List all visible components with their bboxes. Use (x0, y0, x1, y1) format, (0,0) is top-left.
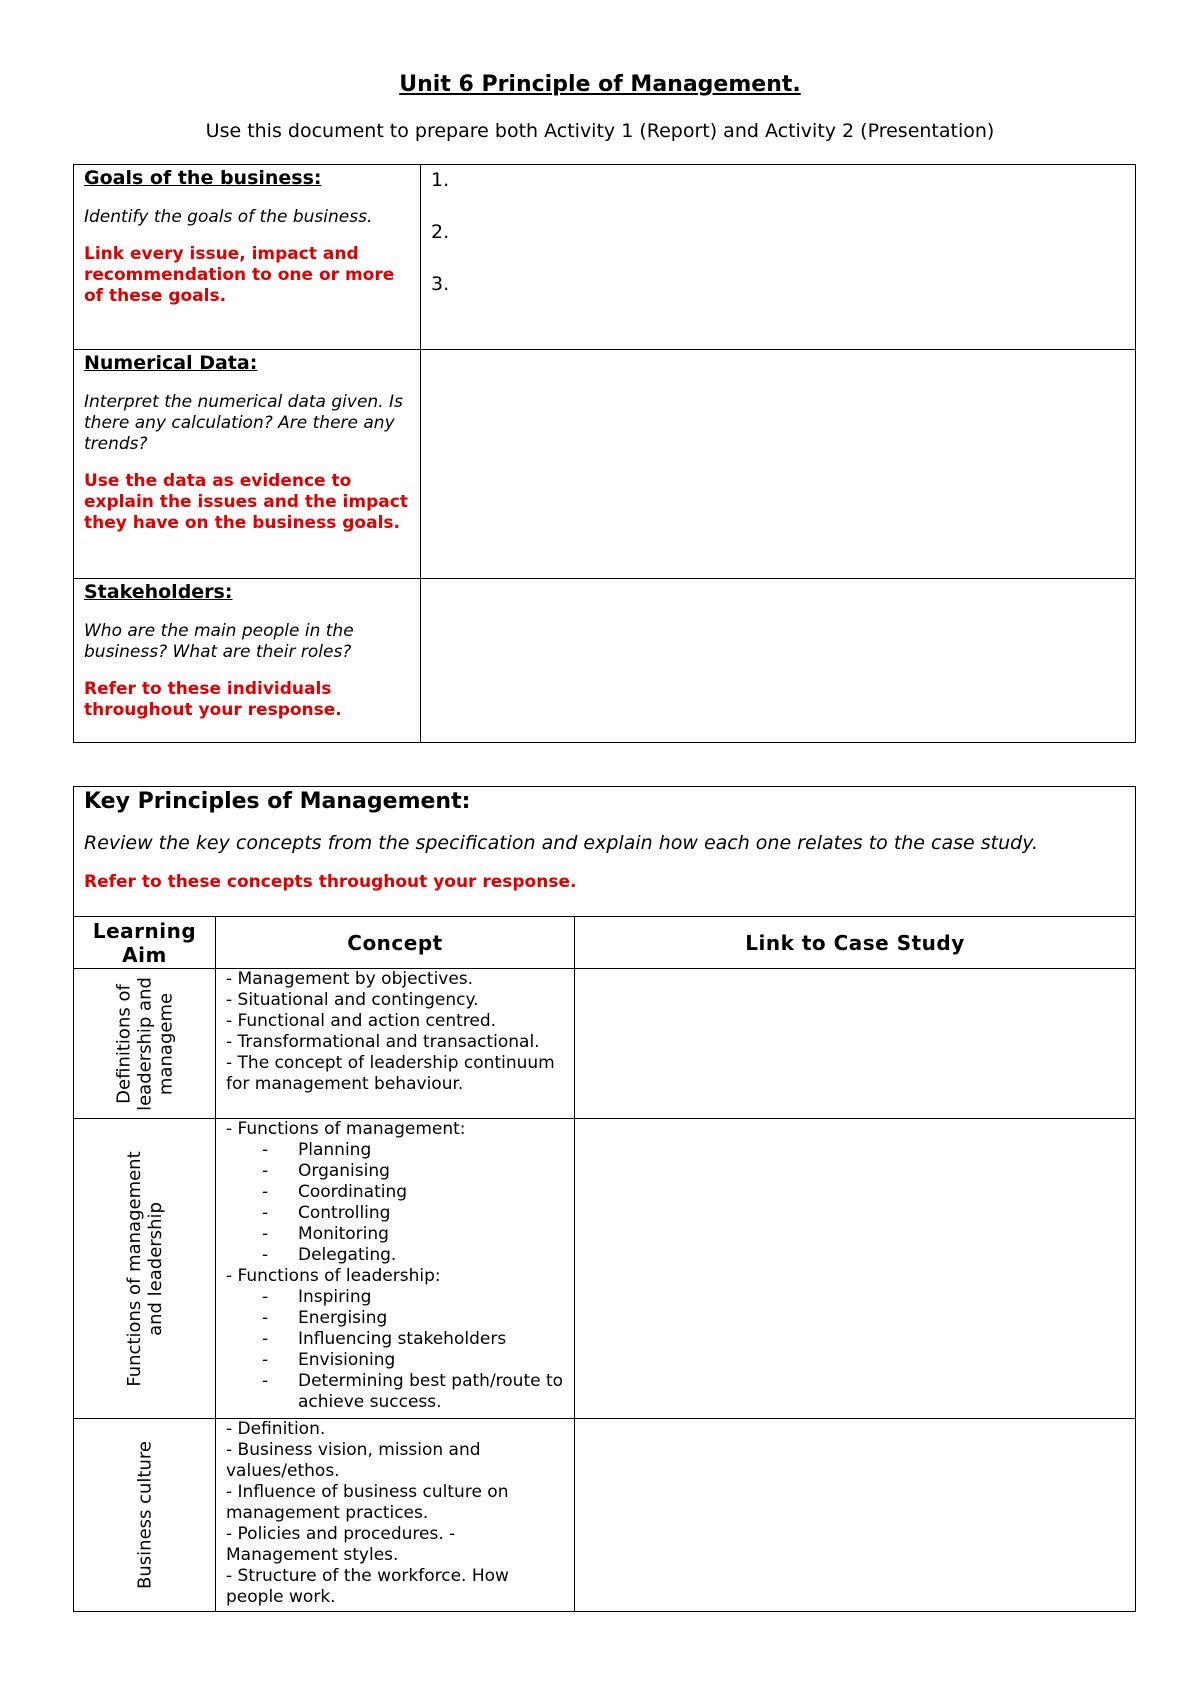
list-item: - Planning (262, 1140, 372, 1160)
concept-line: - Functional and action centred. (226, 1011, 497, 1031)
table-row (74, 969, 1136, 1119)
column-header-row (74, 917, 1136, 969)
list-item: - Delegating. (262, 1245, 397, 1265)
concept-line: - Influence of business culture on management practices. (226, 1482, 509, 1523)
concept-cell (216, 1119, 575, 1419)
key-principles-table (73, 786, 1136, 1612)
concept-line: - Functions of leadership: (226, 1266, 441, 1286)
goals-row (74, 165, 1136, 350)
column-header-link-to-case-study: Link to Case Study (575, 917, 1136, 969)
table-row (74, 1119, 1136, 1419)
goals-heading: Goals of the business: (84, 167, 322, 189)
table-row (74, 1419, 1136, 1612)
list-item: - Determining best path/route to achieve success. (262, 1371, 564, 1412)
concept-line: - Business vision, mission and values/ethos. (226, 1440, 481, 1481)
link-to-case-study-cell[interactable] (575, 969, 1136, 1119)
concept-line: - Management by objectives. (226, 969, 474, 989)
numerical-data-heading: Numerical Data: (84, 352, 258, 374)
learning-aim-label: Business culture (134, 1441, 155, 1589)
list-item: - Energising (262, 1308, 388, 1328)
goal-number-1: 1. (431, 169, 450, 191)
goal-number-3: 3. (431, 273, 450, 295)
list-item: - Inspiring (262, 1287, 372, 1307)
concept-line: - Structure of the workforce. How people work. (226, 1566, 509, 1607)
key-principles-header-row (74, 787, 1136, 917)
numerical-data-cell (74, 350, 421, 579)
document-subtitle: Use this document to prepare both Activity 1 (Report) and Activity 2 (Presentation) (205, 120, 995, 142)
numerical-data-row (74, 350, 1136, 579)
numerical-data-answer-cell[interactable] (421, 350, 1136, 579)
stakeholders-row (74, 579, 1136, 743)
stakeholders-heading: Stakeholders: (84, 581, 233, 603)
concept-line: - Definition. (226, 1419, 326, 1439)
link-to-case-study-cell[interactable] (575, 1419, 1136, 1612)
learning-aim-cell (74, 969, 216, 1119)
column-header-concept: Concept (216, 917, 575, 969)
list-item: - Organising (262, 1161, 390, 1181)
learning-aim-label: Functions of management and leadership (123, 1150, 166, 1387)
document-title: Unit 6 Principle of Management. (399, 72, 801, 97)
business-overview-table (73, 164, 1136, 743)
goal-number-2: 2. (431, 221, 450, 243)
numerical-data-prompt: Interpret the numerical data given. Is there any calculation? Are there any trends? (84, 392, 403, 454)
concept-line: - Policies and procedures. - Management styles. (226, 1524, 456, 1565)
key-principles-heading: Key Principles of Management: (84, 789, 471, 814)
link-to-case-study-cell[interactable] (575, 1119, 1136, 1419)
concept-line: - The concept of leadership continuum for management behaviour. (226, 1053, 555, 1094)
concept-cell (216, 969, 575, 1119)
learning-aim-cell (74, 1419, 216, 1612)
goals-answer-cell[interactable] (421, 165, 1136, 350)
numerical-data-instruction: Use the data as evidence to explain the issues and the impact they have on the business goals. (84, 471, 408, 533)
goals-instruction: Link every issue, impact and recommendation to one or more of these goals. (84, 244, 395, 306)
concept-line: - Situational and contingency. (226, 990, 479, 1010)
goals-prompt: Identify the goals of the business. (84, 207, 373, 227)
list-item: - Monitoring (262, 1224, 389, 1244)
stakeholders-cell (74, 579, 421, 743)
key-principles-prompt: Review the key concepts from the specification and explain how each one relates to the case study. (84, 832, 1039, 854)
list-item: - Coordinating (262, 1182, 408, 1202)
concept-line: - Functions of management: (226, 1119, 466, 1139)
list-item: - Influencing stakeholders (262, 1329, 507, 1349)
stakeholders-instruction: Refer to these individuals throughout your response. (84, 679, 342, 720)
concept-cell (216, 1419, 575, 1612)
concept-line: - Transformational and transactional. (226, 1032, 540, 1052)
learning-aim-label: Definitions of leadership and manageme (113, 976, 176, 1111)
goals-cell (74, 165, 421, 350)
learning-aim-cell (74, 1119, 216, 1419)
key-principles-intro-cell (74, 787, 1136, 917)
column-header-learning-aim: Learning Aim (74, 917, 216, 969)
stakeholders-answer-cell[interactable] (421, 579, 1136, 743)
list-item: - Envisioning (262, 1350, 396, 1370)
stakeholders-prompt: Who are the main people in the business? What are their roles? (84, 621, 354, 662)
key-principles-instruction: Refer to these concepts throughout your response. (84, 872, 577, 892)
list-item: - Controlling (262, 1203, 391, 1223)
